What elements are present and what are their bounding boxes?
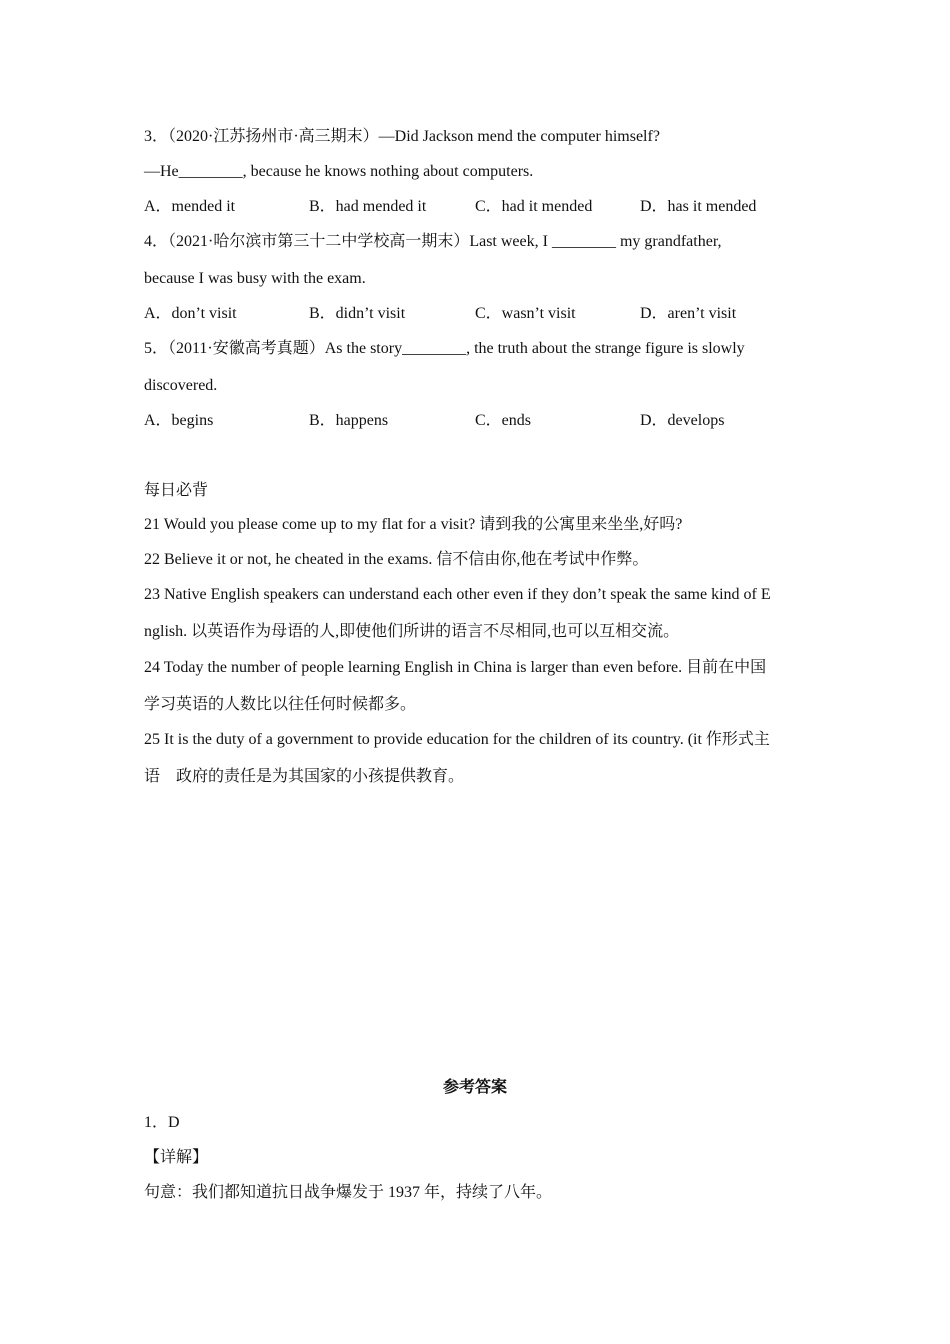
answer-1: 1．D	[144, 1114, 180, 1131]
daily-line-24: 24 Today the number of people learning English in China is larger than even before. 目前在中国	[144, 659, 767, 676]
daily-line-23: 23 Native English speakers can understand each other even if they don’t speak the same kind of E	[144, 586, 771, 603]
q4-option-d: D．aren’t visit	[640, 305, 737, 322]
daily-line-25: 25 It is the duty of a government to provide education for the children of its country. (it 作形式主	[144, 731, 770, 748]
q5-option-a: A．begins	[144, 412, 214, 429]
q5-option-c: C．ends	[475, 412, 532, 429]
question-3-stem: 3．（2020·江苏扬州市·高三期末）—Did Jackson mend the computer himself?	[144, 128, 660, 145]
daily-line-22: 22 Believe it or not, he cheated in the exams. 信不信由你,他在考试中作弊。	[144, 551, 649, 568]
q5-option-b: B．happens	[309, 412, 389, 429]
daily-line-24-cont: 学习英语的人数比以往任何时候都多。	[144, 696, 417, 713]
q3-option-a: A．mended it	[144, 198, 236, 215]
detail-label: 【详解】	[144, 1149, 209, 1166]
daily-line-21: 21 Would you please come up to my flat for a visit? 请到我的公寓里来坐坐,好吗?	[144, 516, 683, 533]
daily-line-23-cont: nglish. 以英语作为母语的人,即使他们所讲的语言不尽相同,也可以互相交流。	[144, 623, 680, 640]
sentence-meaning: 句意：我们都知道抗日战争爆发于 1937 年，持续了八年。	[144, 1184, 553, 1201]
question-4-stem-cont: because I was busy with the exam.	[144, 270, 366, 287]
q3-option-c: C．had it mended	[475, 198, 593, 215]
q4-option-b: B．didn’t visit	[309, 305, 406, 322]
q4-option-a: A．don’t visit	[144, 305, 237, 322]
daily-heading: 每日必背	[144, 482, 209, 499]
question-5-stem: 5．（2011·安徽高考真题）As the story________, the truth about the strange figure is slowly	[144, 340, 745, 357]
daily-line-25-cont: 语 政府的责任是为其国家的小孩提供教育。	[144, 768, 465, 785]
question-3-stem-cont: —He________, because he knows nothing about computers.	[144, 163, 534, 180]
question-5-stem-cont: discovered.	[144, 377, 218, 394]
q4-option-c: C．wasn’t visit	[475, 305, 576, 322]
question-4-stem: 4．（2021·哈尔滨市第三十二中学校高一期末）Last week, I ________ my grandfather,	[144, 233, 722, 250]
answers-title: 参考答案	[442, 1079, 507, 1096]
q5-option-d: D．develops	[640, 412, 725, 429]
q3-option-b: B．had mended it	[309, 198, 427, 215]
q3-option-d: D．has it mended	[640, 198, 757, 215]
